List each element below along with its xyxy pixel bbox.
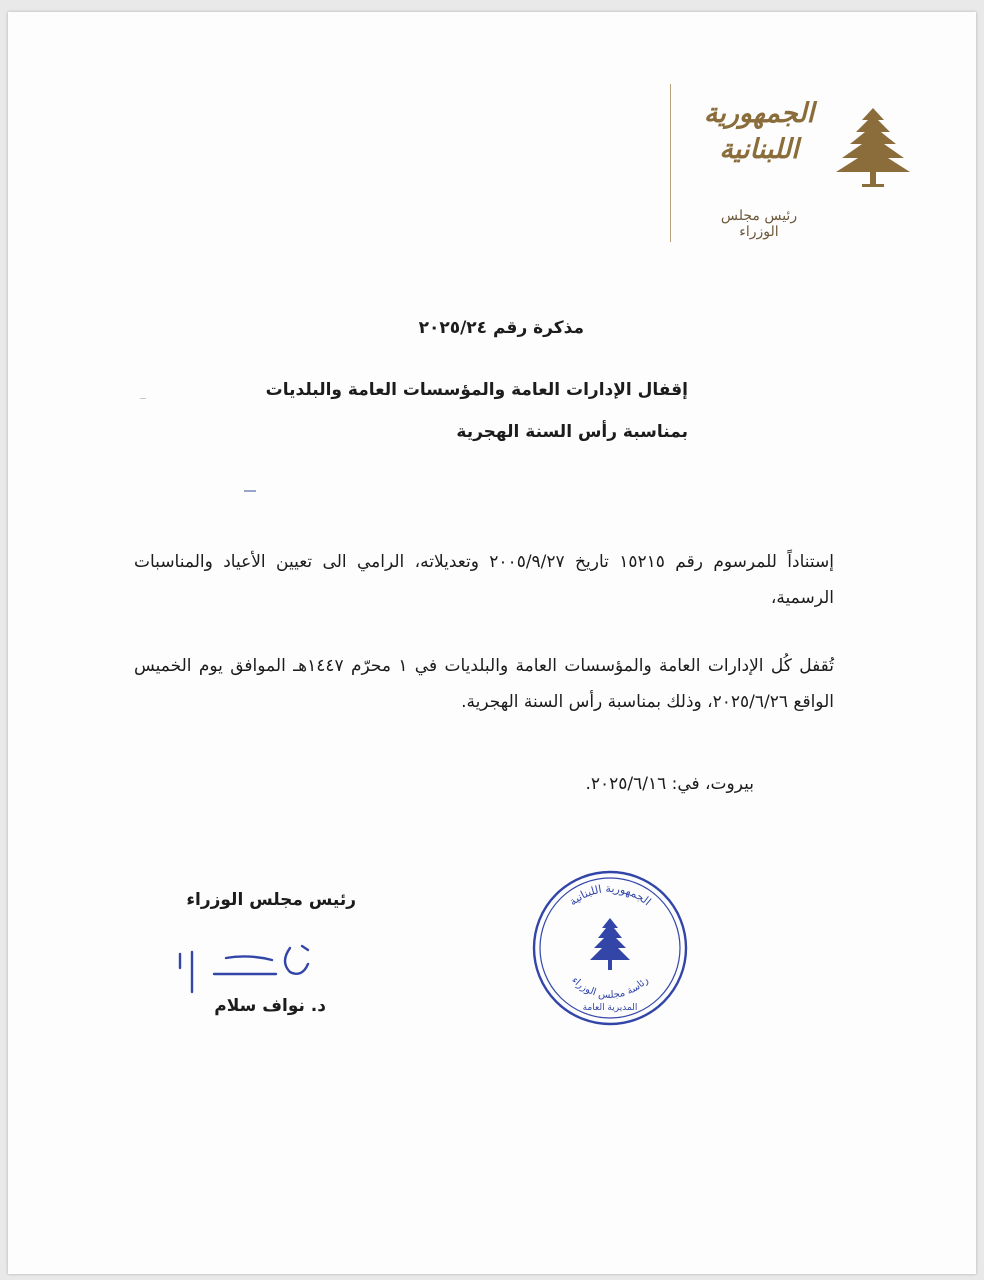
letterhead-office: رئيس مجلس الوزراء — [720, 208, 798, 240]
stamp-footer-text: المديرية العامة — [582, 1003, 638, 1013]
signatory-title: رئيس مجلس الوزراء — [186, 890, 356, 910]
cedar-logo-icon — [834, 104, 912, 188]
body-paragraph-1: إستناداً للمرسوم رقم ١٥٢١٥ تاريخ ٢٠٠٥/٩/٢٧ وتعديلاته، الرامي الى تعيين الأعياد والمناسبات الرسمية، — [134, 552, 834, 608]
memo-subject-line2: بمناسبة رأس السنة الهجرية — [456, 422, 688, 442]
letterhead-line2: اللبنانية — [719, 134, 799, 165]
document-page — [8, 12, 976, 1274]
letterhead-divider — [670, 84, 671, 242]
body-paragraph-2: تُقفل كُل الإدارات العامة والمؤسسات العامة والبلديات في ١ محرّم ١٤٤٧هـ الموافق يوم الخميس الواقع ٢٠٢٥/٦/٢٦، وذلك بمناسبة رأس السنة الهجرية. — [134, 656, 835, 712]
stamp-cedar-icon — [590, 918, 630, 970]
letterhead-title — [684, 96, 834, 168]
place-date: بيروت، في: ٢٠٢٥/٦/١٦. — [585, 774, 754, 794]
stamp-top-text: الجمهورية اللبنانية — [566, 881, 654, 909]
ink-mark — [244, 490, 256, 492]
handwritten-signature — [168, 932, 328, 1002]
memo-number: مذكرة رقم ٢٠٢٥/٢٤ — [418, 318, 584, 338]
memo-subject-line1: إقفال الإدارات العامة والمؤسسات العامة والبلديات — [265, 380, 688, 400]
official-stamp — [530, 868, 690, 1028]
scan-mark — [140, 398, 146, 399]
signatory-name: د. نواف سلام — [214, 996, 326, 1016]
letterhead-line1: الجمهورية — [703, 98, 815, 129]
stamp-bottom-text: رئاسة مجلس الوزراء — [569, 974, 651, 1002]
